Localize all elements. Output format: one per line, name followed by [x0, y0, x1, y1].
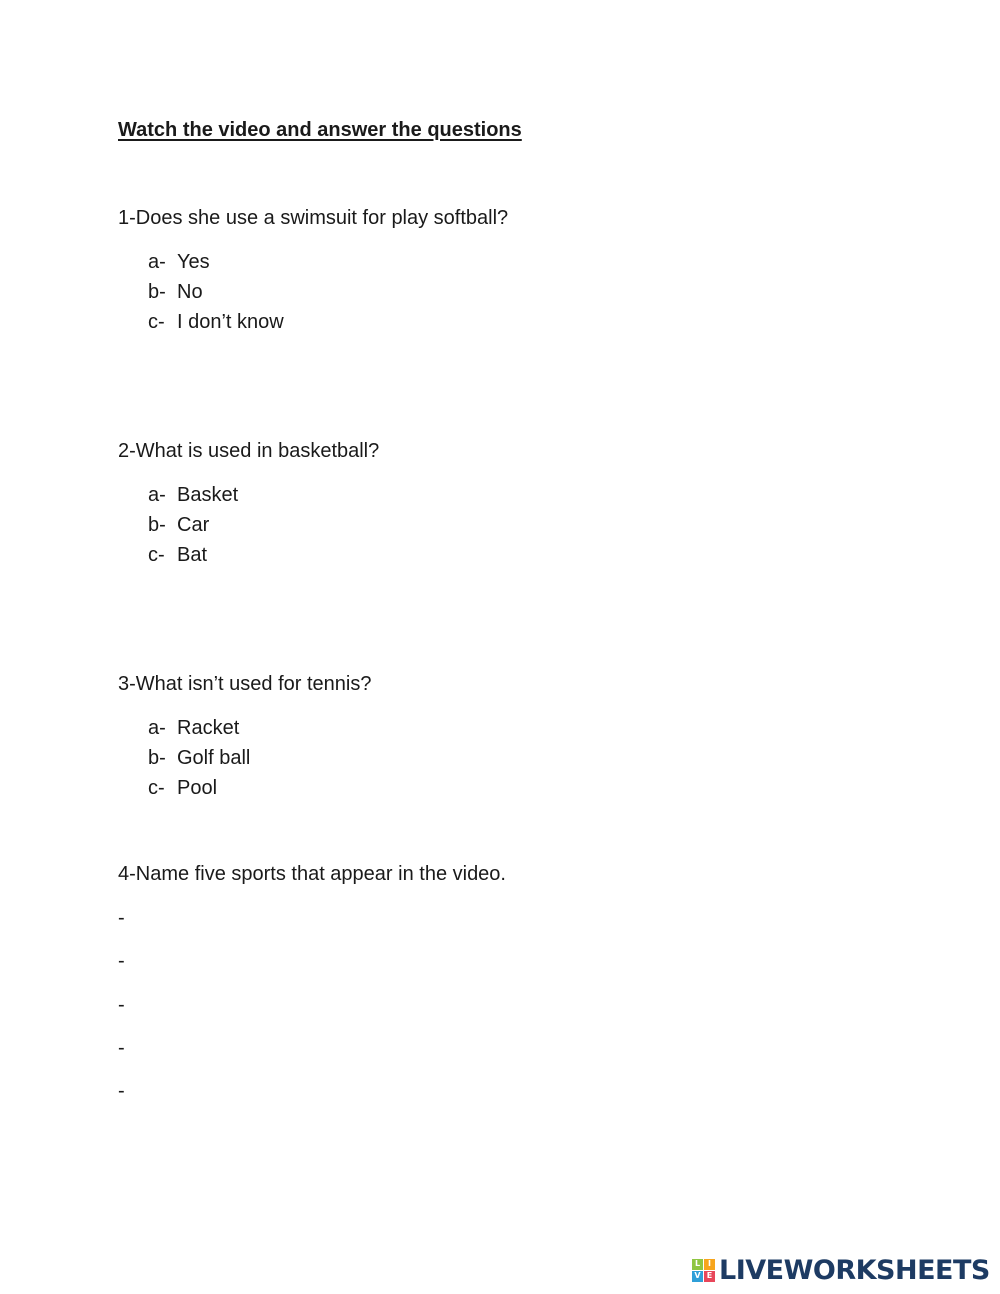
question-1-text: 1-Does she use a swimsuit for play softball? [118, 207, 509, 229]
question-3-options [148, 713, 250, 803]
option-2c[interactable] [148, 540, 238, 570]
option-1c[interactable] [148, 307, 284, 337]
option-1b[interactable] [148, 277, 284, 307]
mark-letter-e: E [704, 1271, 715, 1282]
option-1a[interactable] [148, 247, 284, 277]
option-letter: b- [148, 281, 166, 303]
option-letter: a- [148, 251, 166, 273]
mark-letter-i: I [704, 1259, 715, 1270]
option-2b[interactable] [148, 510, 238, 540]
liveworksheets-logo [692, 1253, 990, 1287]
logo-wordmark: LIVEWORKSHEETS [719, 1254, 990, 1286]
option-label: Golf ball [177, 747, 251, 769]
option-label: Yes [177, 251, 210, 273]
worksheet-title: Watch the video and answer the questions [118, 119, 522, 141]
question-4-text: 4-Name five sports that appear in the video. [118, 863, 506, 885]
answer-blank-1[interactable]: - [118, 907, 125, 929]
question-2-options [148, 480, 238, 570]
option-letter: c- [148, 777, 165, 799]
option-label: No [177, 281, 203, 303]
option-3b[interactable] [148, 743, 250, 773]
answer-blank-2[interactable]: - [118, 950, 125, 972]
question-2-text: 2-What is used in basketball? [118, 440, 380, 462]
option-letter: a- [148, 717, 166, 739]
liveworksheets-mark-icon [692, 1259, 715, 1282]
option-label: Racket [177, 717, 240, 739]
option-3c[interactable] [148, 773, 250, 803]
option-label: Car [177, 514, 210, 536]
mark-letter-v: V [692, 1271, 703, 1282]
answer-blank-4[interactable]: - [118, 1037, 125, 1059]
answer-blank-5[interactable]: - [118, 1080, 125, 1102]
answer-blank-3[interactable]: - [118, 994, 125, 1016]
option-letter: b- [148, 747, 166, 769]
option-3a[interactable] [148, 713, 250, 743]
option-label: Pool [177, 777, 218, 799]
option-letter: b- [148, 514, 166, 536]
option-label: Bat [177, 544, 208, 566]
option-letter: c- [148, 311, 165, 333]
option-letter: c- [148, 544, 165, 566]
question-3-text: 3-What isn’t used for tennis? [118, 673, 372, 695]
option-2a[interactable] [148, 480, 238, 510]
option-label: I don’t know [177, 311, 284, 333]
mark-letter-l: L [692, 1259, 703, 1270]
option-label: Basket [177, 484, 239, 506]
option-letter: a- [148, 484, 166, 506]
question-1-options [148, 247, 284, 337]
